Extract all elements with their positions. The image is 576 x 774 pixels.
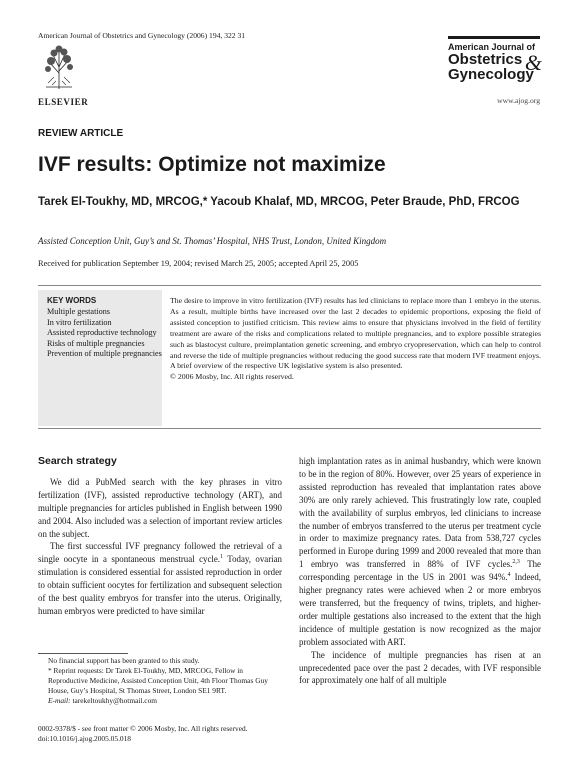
body-paragraph xyxy=(38,540,282,617)
section-heading: Search strategy xyxy=(38,455,117,467)
body-paragraph: We did a PubMed search with the key phrases in vitro fertilization (IVF), assisted reproductive technology (ART), and multiple pregnancies for articles published in English between 1990 and 2004. Also included was a selection of important review articles on the subject. xyxy=(38,476,282,539)
abstract-bottom-divider xyxy=(38,428,541,429)
doi-link[interactable]: doi:10.1016/j.ajog.2005.05.018 xyxy=(38,734,131,743)
footnotes xyxy=(38,656,282,706)
email-footnote xyxy=(38,696,282,706)
publisher-name: ELSEVIER xyxy=(38,97,89,107)
journal-url-link[interactable]: www.ajog.org xyxy=(497,96,540,105)
email-link[interactable]: tarekeltoukhy@hotmail.com xyxy=(72,696,158,705)
elsevier-logo xyxy=(38,43,89,107)
body-paragraph xyxy=(299,455,541,649)
body-column-right xyxy=(299,455,541,687)
article-title: IVF results: Optimize not maximize xyxy=(38,153,386,176)
journal-logo-line2: Obstetrics xyxy=(448,51,523,68)
keywords-box xyxy=(38,290,162,426)
abstract-top-divider xyxy=(38,285,541,286)
abstract xyxy=(170,296,541,383)
journal-logo-line1: American Journal of xyxy=(448,36,540,52)
footnote-divider xyxy=(38,653,128,654)
article-type-label: REVIEW ARTICLE xyxy=(38,128,124,139)
keyword-item: Multiple gestations xyxy=(47,307,110,316)
journal-citation: American Journal of Obstetrics and Gynecology (2006) 194, 322 31 xyxy=(38,31,246,40)
keyword-item: In vitro fertilization xyxy=(47,317,112,327)
paragraph-text: high implantation rates as in animal husbandry, which were known to be in the region of 80%. However, over 25 years of experience in assisted reproduction has revealed that implantation rates above 30% are only rarely achieved. This frustratingly low rate, coupled with the availability of surplus embryos, led clinicians to increase the number of embryos transferred to the uterus per treatment cycle in order to maximize pregnancy rates. Data from 538,727 cycles performed in Europe during 1999 and 2000 revealed that more than 1 embryo was transferred in 88% of IVF cycles. xyxy=(299,456,541,570)
reprint-footnote: * Reprint requests: Dr Tarek El-Toukhy, MD, MRCOG, Fellow in Reproductive Medicine, Assisted Conception Unit, 4th Floor Thomas Guy House, Guy’s Hospital, St Thomas Street, London SE1 9RT. xyxy=(48,666,268,695)
keyword-item: Assisted reproductive technology xyxy=(47,328,157,338)
funding-footnote: No financial support has been granted to this study. xyxy=(48,656,200,665)
reference-link[interactable]: 4 xyxy=(507,572,511,579)
paragraph-text: The corresponding percentage in the US in 2001 was 94%. xyxy=(299,559,542,583)
keyword-item: Prevention of multiple pregnancies xyxy=(47,349,162,359)
keyword-item: Risks of multiple pregnancies xyxy=(47,338,145,348)
elsevier-tree-icon xyxy=(42,43,76,91)
issn-line: 0002-9378/$ - see front matter © 2006 Mosby, Inc. All rights reserved. xyxy=(38,724,248,733)
author-affiliation: Assisted Conception Unit, Guy’s and St. Thomas’ Hospital, NHS Trust, London, United Kingdom xyxy=(38,236,387,246)
bottom-info xyxy=(38,724,248,744)
journal-logo xyxy=(448,36,540,82)
abstract-text: The desire to improve in vitro fertilization (IVF) results has led clinicians to replace more than 1 embryo in the uterus. As a result, multiple births have increased over the last 2 decades to epidemic proportions, exposing the field of assisted conception to justified criticism. This review aims to ensure that physicians involved in the field of fertility treatment are aware of the risks and complications related to multiple pregnancies, and to explore possible strategies such as blastocyst culture, preimplantation genetic screening, and embryo cryopreservation, which can help to control and reverse the tide of multiple pregnancies without reducing the good success rate that modern IVF treatment enjoys. A brief overview of the respective UK legislative system is also presented. xyxy=(170,296,541,371)
reference-link[interactable]: 1 xyxy=(220,554,224,561)
author-list: Tarek El-Toukhy, MD, MRCOG,* Yacoub Khalaf, MD, MRCOG, Peter Braude, PhD, FRCOG xyxy=(38,196,520,208)
journal-logo-line3: Gynecology xyxy=(448,66,534,83)
journal-logo-ampersand: & xyxy=(524,50,542,75)
abstract-copyright: © 2006 Mosby, Inc. All rights reserved. xyxy=(170,372,294,382)
email-label: E-mail: xyxy=(48,696,71,705)
paragraph-text: The first successful IVF pregnancy followed the retrieval of a single oocyte in a spontaneous menstrual cycle. xyxy=(38,541,282,565)
paragraph-text: Today, ovarian stimulation is considered essential for assisted reproduction in order to obtain sufficient oocytes for fertilization and subsequent selection of the best quality embryos for transfer into the uterus. Originally, human embryos were predicted to have similar xyxy=(38,554,282,616)
reference-link[interactable]: 2,3 xyxy=(512,559,520,566)
publication-dates: Received for publication September 19, 2004; revised March 25, 2005; accepted April 25, 2005 xyxy=(38,259,359,268)
body-paragraph: The incidence of multiple pregnancies has risen at an unprecedented pace over the past 2 decades, with IVF responsible for approximately one half of all multiple xyxy=(299,649,541,686)
paragraph-text: Indeed, higher pregnancy rates were achieved when 2 or more embryos were transferred, but the frequency of twins, triplets, and higher-order multiple gestations also increased to the extent that the high incidence of multiple gestation is now recognized as the major problem associated with ART. xyxy=(299,572,542,647)
body-column-left xyxy=(38,455,282,618)
keywords-heading: KEY WORDS xyxy=(47,296,97,305)
